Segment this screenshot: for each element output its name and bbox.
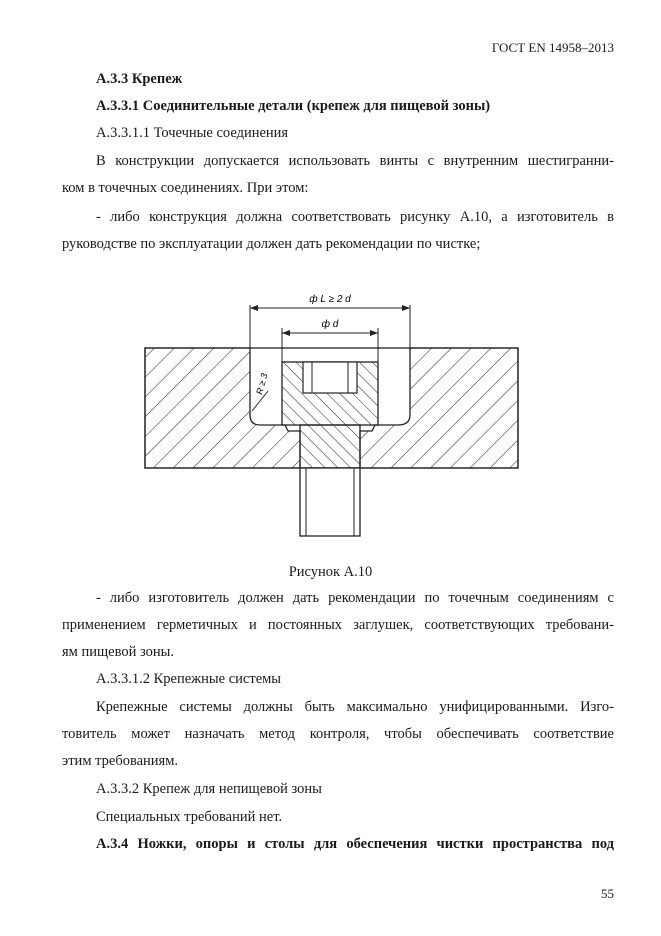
hex-socket xyxy=(303,362,357,393)
page-number: 55 xyxy=(601,886,614,901)
figure-caption: Рисунок А.10 xyxy=(288,564,373,580)
dimension-inner-label: ф d xyxy=(321,319,339,330)
screw-shank-lower xyxy=(300,468,360,536)
plate-body-right xyxy=(360,348,518,468)
paragraph-4-line-3: этим требованиям. xyxy=(62,753,179,769)
section-a33-title: А.3.3 Крепеж xyxy=(96,71,183,87)
section-a331-title: А.3.3.1 Соединительные детали (крепеж для пищевой зоны) xyxy=(96,98,491,114)
paragraph-1-line-2: ком в точечных соединениях. При этом: xyxy=(62,180,309,196)
paragraph-2-line-1: - либо конструкция должна соответствовать рисунку А.10, а изготовитель в xyxy=(96,209,614,225)
radius-label: R ≥ 3 xyxy=(254,372,270,396)
plate-body xyxy=(145,348,300,468)
screw-shank xyxy=(300,425,360,468)
document-standard-header: ГОСТ EN 14958–2013 xyxy=(491,40,614,55)
paragraph-3-line-3: ям пищевой зоны. xyxy=(62,644,174,660)
paragraph-4-line-1: Крепежные системы должны быть максимально унифицированными. Изго- xyxy=(96,699,614,715)
dimension-outer-label: ф L ≥ 2 d xyxy=(309,294,351,305)
paragraph-4-line-2: товитель может назначать метод контроля, чтобы обеспечивать соответствие xyxy=(62,726,614,742)
section-a3311-title: А.3.3.1.1 Точечные соединения xyxy=(96,125,289,141)
section-a332-title: А.3.3.2 Крепеж для непищевой зоны xyxy=(96,781,322,797)
figure-a10-drawing xyxy=(140,283,520,553)
section-a334-title: А.3.4 Ножки, опоры и столы для обеспечения чистки пространства под xyxy=(96,836,614,852)
paragraph-3-line-1: - либо изготовитель должен дать рекомендации по точечным соединениям с xyxy=(96,590,614,606)
paragraph-5-line-1: Специальных требований нет. xyxy=(96,809,283,825)
paragraph-2-line-2: руководстве по эксплуатации должен дать рекомендации по чистке; xyxy=(62,236,481,252)
paragraph-3-line-2: применением герметичных и постоянных заглушек, соответствующих требовани- xyxy=(62,617,614,633)
section-a3312-title: А.3.3.1.2 Крепежные системы xyxy=(96,671,282,687)
paragraph-1-line-1: В конструкции допускается использовать винты с внутренним шестигранни- xyxy=(96,153,614,169)
